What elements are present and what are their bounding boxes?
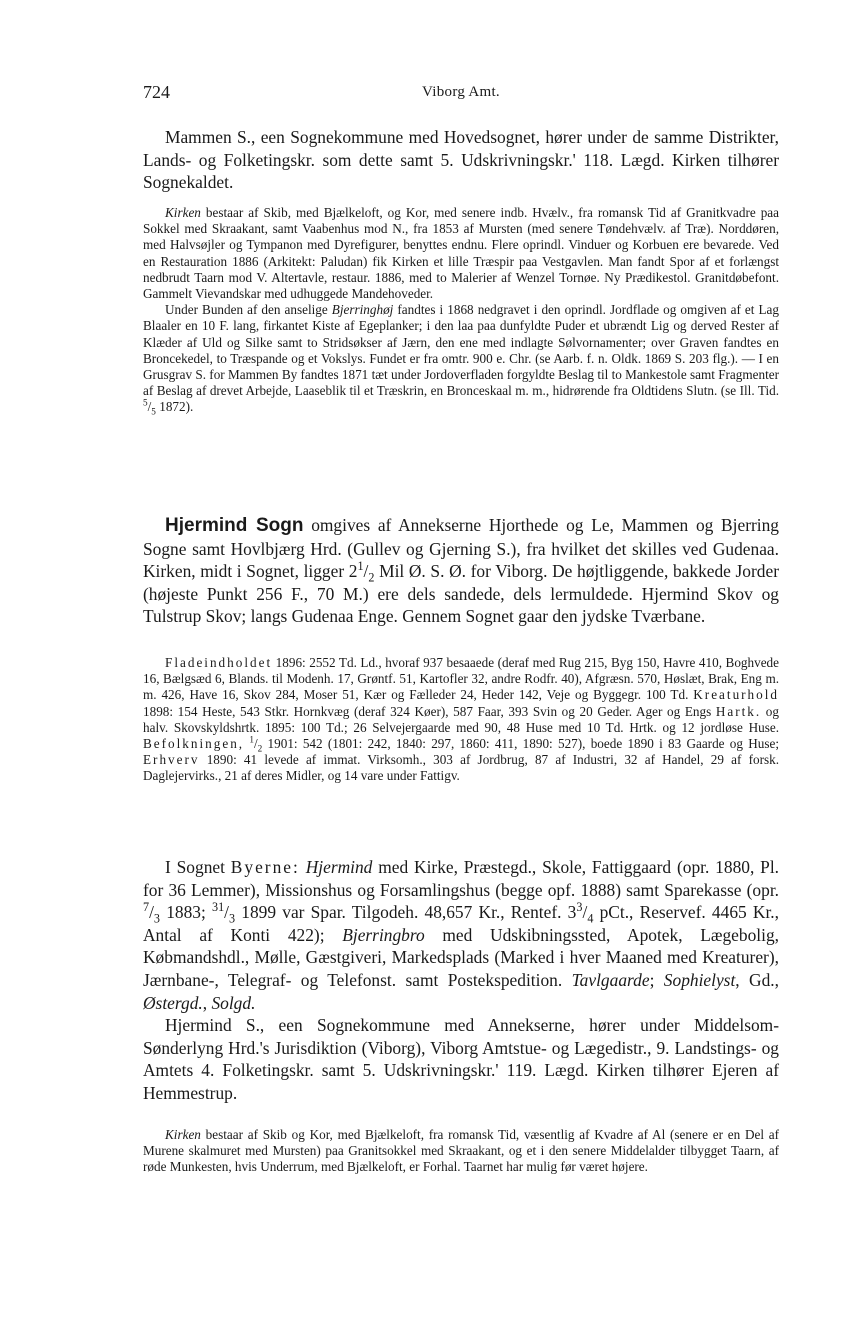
hartk-term: Hartk. bbox=[715, 703, 762, 719]
fraction-numerator: 31 bbox=[212, 900, 225, 915]
byerne-paragraph: I Sognet Byerne: Hjermind med Kirke, Præstegd., Skole, Fattiggaard (opr. 1880, Pl. for 36 Lemmer), Missionshus og Forsamlingshus (begge opf. 1888) samt Sparekasse (opr. $^7/_3$ 1883; $^{31}/_3$ 1899 var Spar. Tilgodeh. 48,657 Kr., Rentef. $3^3/_4$ pCt., Reservef. 4465 Kr., Antal af Konti 422); Bjerringbro med Udskibningssted, Apotek, Lægebolig, Købmandshdl., Mølle, Gæstgiveri, Markedsplads (Marked i hver Maaned med Kreaturer), Jærnbane-, Telegraf- og Telefonst. samt Postekspedition. Tavlgaarde; Sophielyst, Gd., Østergd., Solgd. bbox=[143, 857, 780, 1013]
kreaturhold-term: Kreaturhold bbox=[693, 687, 779, 703]
bjerringhoj-post: fandtes i 1868 nedgravet i den oprindl. Jordflade og omgiven af et Lag Blaaler en 10 F. lang, firkantet Kiste af Egeplanker; i den laa paa dunfyldte Puder et ubrændt Lig og derved Rester af Klæder af Uld og Silke samt to Stridsøkser af Jærn, den ene med indlagte Sølvornamenter; over Graven fandtes en Broncekedel, to Træspande og et Vokslys. Fundet er fra omtr. 900 e. Chr. (se Aarb. f. n. Oldk. 1869 S. 203 flg.). — I en Grusgrav S. for Mammen By fandtes 1871 tæt under Jordoverfladen forgyldte Beslag til to Mankestole samt Fragmenter af Beslag af drevet Arbejde, Laaseblik til et Træskrin, en Bronceskaal m. m., hidrørende fra Oldtidens Slutn. (se Ill. Tid. bbox=[143, 302, 779, 399]
fraction-numerator: 5 bbox=[143, 398, 148, 409]
fraction-denominator: 3 bbox=[229, 911, 236, 926]
place-tavlgaarde: Tavlgaarde bbox=[571, 969, 650, 990]
place-hjermind: Hjermind bbox=[305, 857, 373, 877]
kirken-term: Kirken bbox=[165, 1127, 201, 1142]
mammen-text: Mammen S., een Sognekommune med Hovedsognet, hører under de samme Distrikter, Lands- og Folketingskr. som dette samt 5. Udskrivningskr.' 118. Lægd. Kirken tilhører Sognekaldet. bbox=[143, 127, 779, 193]
hjermind-text-b: Mil Ø. S. Ø. for Viborg. De højtliggende, bakkede Jorder (højeste Punkt 256 F., 70 M.) ere dels sandede, dels lermuldede. Hjermind Skov og Tulstrup Skov; langs Gudenaa Enge. Gennem Sognet gaar den jydske Tværbane. bbox=[143, 561, 779, 627]
bjerringhoj-pre: Under Bunden af den anselige bbox=[165, 302, 332, 318]
fraction-denominator: 5 bbox=[151, 407, 156, 418]
hjermind-s-paragraph: Hjermind S., een Sognekommune med Annekserne, hører under Middelsom-Sønderlyng Hrd.'s Jurisdiktion (Viborg), Viborg Amtstue- og Lægedistr., 9. Landstings- og Amtets 4. Folketingskr. samt 5. Udskrivningskr.' 119. Lægd. Kirken tilhører Ejeren af Hemmestrup. bbox=[143, 1015, 779, 1103]
mammen-kirken-paragraph bbox=[143, 205, 779, 302]
hjermind-text-a: omgives af Annekserne Hjorthede og Le, Mammen og Bjerring Sogne samt Hovlbjærg Hrd. (Gullev og Gjerning S.), fra hvilket det skilles ved Gudenaa. Kirken, midt i Sognet, ligger 2 bbox=[143, 515, 779, 582]
villages-section bbox=[143, 856, 779, 1105]
page-header bbox=[143, 82, 779, 108]
byerne-pre: I Sognet bbox=[165, 857, 231, 877]
befolkningen-term: Befolkningen, bbox=[143, 736, 245, 752]
byerne-text-b: 1883; bbox=[160, 902, 212, 923]
hjermind-kirken-paragraph bbox=[143, 1127, 779, 1176]
bjerringhoj-paragraph: Under Bunden af den anselige Bjerringhøj fandtes i 1868 nedgravet i den oprindl. Jordflade og omgiven af et Lag Blaaler en 10 F. lang, firkantet Kiste af Egeplanker; i den laa paa dunfyldte Puder et ubrændt Lig og derved Rester af Klæder af Uld og Silke samt to Stridsøkser af Jærn, den ene med indlagte Sølvornamenter; over Graven fandtes en Broncekedel, to Træspande og et Vokslys. Fundet er fra omtr. 900 e. Chr. (se Aarb. f. n. Oldk. 1869 S. 203 flg.). — I en Grusgrav S. for Mammen By fandtes 1871 tæt under Jordoverfladen forgyldte Beslag til to Mankestole samt Fragmenter af Beslag af drevet Arbejde, Laaseblik til et Træskrin, en Bronceskaal m. m., hidrørende fra Oldtidens Slutn. (se Ill. Tid. $^5/_5$ 1872). bbox=[143, 302, 779, 418]
bjerringhoj-tail: 1872). bbox=[155, 399, 194, 415]
byerne-term: Byerne: bbox=[230, 857, 300, 877]
hjermind-kirken-text: bestaar af Skib og Kor, med Bjælkeloft, fra romansk Tid, væsentlig af Kvadre af Al (senere er en Del af Murene skalmuret med Mursten) paa Granitsokkel med Skraakant, og et i den senere Middelalder tilbygget Taarn, af røde Munkesten, hvis Underrum, med Bjælkeloft, er Forhal. Taarnet har mulig før været højere. bbox=[143, 1127, 779, 1175]
byerne-text-e: med Udskibningssted, Apotek, Lægebolig, Købmandshdl., Mølle, Gæstgiveri, Markedsplads (Marked i hver Maaned med Kreaturer), Jærnbane-, Telegraf- og Telefonst. samt Postekspedition. bbox=[143, 924, 779, 990]
hjermind-paragraph: Hjermind Sogn omgives af Annekserne Hjorthede og Le, Mammen og Bjerring Sogne samt Hovlbjærg Hrd. (Gullev og Gjerning S.), fra hvilket det skilles ved Gudenaa. Kirken, midt i Sognet, ligger $2^1/_2$ Mil Ø. S. Ø. for Viborg. De højtliggende, bakkede Jorder (højeste Punkt 256 F., 70 M.) ere dels sandede, dels lermuldede. Hjermind Skov og Tulstrup Skov; langs Gudenaa Enge. Gennem Sognet gaar den jydske Tværbane. bbox=[143, 515, 779, 627]
fraction-denominator: 4 bbox=[587, 911, 594, 926]
statistics-paragraph: Fladeindholdet 1896: 2552 Td. Ld., hvoraf 937 besaaede (deraf med Rug 215, Byg 150, Havre 410, Boghvede 16, Bælgsæd 6, Blands. til Modenh. 17, Grøntf. 51, Kartofler 32, andre Rodfr. 40), Afgræsn. 570, Høslæt, Brak, Eng m. m. 426, Have 16, Skov 284, Moser 51, Kær og Fælleder 24, Heder 142, Veje og Byggegr. 100 Td. Kreaturhold 1898: 154 Heste, 543 Stkr. Hornkvæg (deraf 324 Køer), 587 Faar, 393 Svin og 20 Geder. Ager og Engs Hartk. og halv. Skovskyldshrtk. 1895: 100 Td.; 26 Selvejergaarde med 90, 48 Huse med 10 Td. Hrtk. og 12 jordløse Huse. Befolkningen, $^1/_2$ 1901: 542 (1801: 242, 1840: 297, 1860: 411, 1890: 527), boede 1890 i 83 Gaarde og Huse; Erhverv 1890: 41 levede af immat. Virksomh., 303 af Jordbrug, 87 af Industri, 32 af Handel, 29 af forsk. Daglejervirks., 21 af deres Midler, og 14 vare under Fattigv. bbox=[143, 655, 779, 784]
byerne-text-g: , bbox=[202, 992, 212, 1013]
place-ostergd: Østergd. bbox=[143, 992, 203, 1013]
hjermind-heading: Hjermind Sogn bbox=[165, 515, 304, 536]
page-number: 724 bbox=[143, 82, 170, 102]
stats-text-e: 1890: 41 levede af immat. Virksomh., 303 af Jordbrug, 87 af Industri, 32 af Handel, 29 af forsk. Daglejervirks., 21 af deres Midler, og 14 vare under Fattigv. bbox=[143, 752, 779, 784]
fraction-denominator: 2 bbox=[368, 570, 375, 585]
fladeindholdet-term: Fladeindholdet bbox=[165, 655, 273, 670]
bjerringhoj-term: Bjerringhøj bbox=[331, 302, 394, 318]
stats-text-b: 1898: 154 Heste, 543 Stkr. Hornkvæg (deraf 324 Køer), 587 Faar, 393 Svin og 20 Geder. Ager og Engs bbox=[143, 703, 716, 719]
fraction-numerator: 1 bbox=[249, 734, 254, 745]
mammen-paragraph bbox=[143, 126, 779, 194]
byerne-text-a: med Kirke, Præstegd., Skole, Fattiggaard (opr. 1880, Pl. for 36 Lemmer), Missionshus og Forsamlingshus (begge opf. 1888) samt Sparekasse (opr. bbox=[143, 857, 780, 900]
stats-text-c: og halv. Skovskyldshrtk. 1895: 100 Td.; 26 Selvejergaarde med 90, 48 Huse med 10 Td. Hrtk. og 12 jordløse Huse. bbox=[143, 703, 779, 735]
byerne-separator: ; bbox=[649, 969, 664, 990]
hjermind-church-section bbox=[143, 1127, 779, 1176]
running-title: Viborg Amt. bbox=[422, 84, 500, 100]
byerne-text-f: , Gd., bbox=[735, 969, 779, 990]
place-sophielyst: Sophielyst bbox=[663, 969, 736, 990]
stats-text-a: 1896: 2552 Td. Ld., hvoraf 937 besaaede (deraf med Rug 215, Byg 150, Havre 410, Boghvede 16, Bælgsæd 6, Blands. til Modenh. 17, Grøntf. 51, Kartofler 32, andre Rodfr. 40), Afgræsn. 570, Høslæt, Brak, Eng m. m. 426, Have 16, Skov 284, Moser 51, Kær og Fælleder 24, Heder 142, Veje og Byggegr. 100 Td. bbox=[143, 655, 779, 703]
place-solgd: Solgd. bbox=[211, 992, 256, 1013]
mammen-kirken-text: bestaar af Skib, med Bjælkeloft, og Kor, med senere indb. Hvælv., fra romansk Tid af Granitkvadre paa Sokkel med Skraakant, samt Vaabenhus mod N., fra 1853 af Mursten (med senere Tøndehvælv. af Træ). Norddøren, med Halvsøjler og Tympanon med Dyrefigurer, benyttes endnu. Flere oprindl. Vinduer og Korbuen ere bevarede. Ved en Restauration 1886 (Arkitekt: Paludan) fik Kirken et lille Træspir paa Vestgavlen. Man fandt Spor af et forlængst nedbrudt Taarn mod V. Altertavle, restaur. 1886, med to Malerier af Wenzel Tornøe. Ny Prædikestol. Granitdøbefont. Gammelt Vievandskar med udhuggede Mandehoveder. bbox=[143, 205, 779, 302]
erhverv-term: Erhverv bbox=[143, 752, 200, 768]
fraction-numerator: 3 bbox=[576, 900, 583, 915]
place-bjerringbro: Bjerringbro bbox=[342, 924, 425, 945]
statistics-section bbox=[143, 655, 779, 785]
kirken-term: Kirken bbox=[165, 205, 201, 220]
fraction-denominator: 3 bbox=[153, 911, 160, 926]
stats-text-d: 1901: 542 (1801: 242, 1840: 297, 1860: 411, 1890: 527), boede 1890 i 83 Gaarde og Huse; bbox=[262, 736, 779, 752]
hjermind-section bbox=[143, 514, 779, 628]
fraction-numerator: 7 bbox=[143, 900, 150, 915]
byerne-text-d: pCt., Reservef. 4465 Kr., Antal af Konti 422); bbox=[143, 902, 779, 945]
fraction-denominator: 2 bbox=[257, 743, 263, 754]
fraction-numerator: 1 bbox=[357, 559, 364, 574]
byerne-text-c: 1899 var Spar. Tilgodeh. 48,657 Kr., Rentef. 3 bbox=[235, 902, 577, 923]
mammen-church-section bbox=[143, 205, 779, 416]
